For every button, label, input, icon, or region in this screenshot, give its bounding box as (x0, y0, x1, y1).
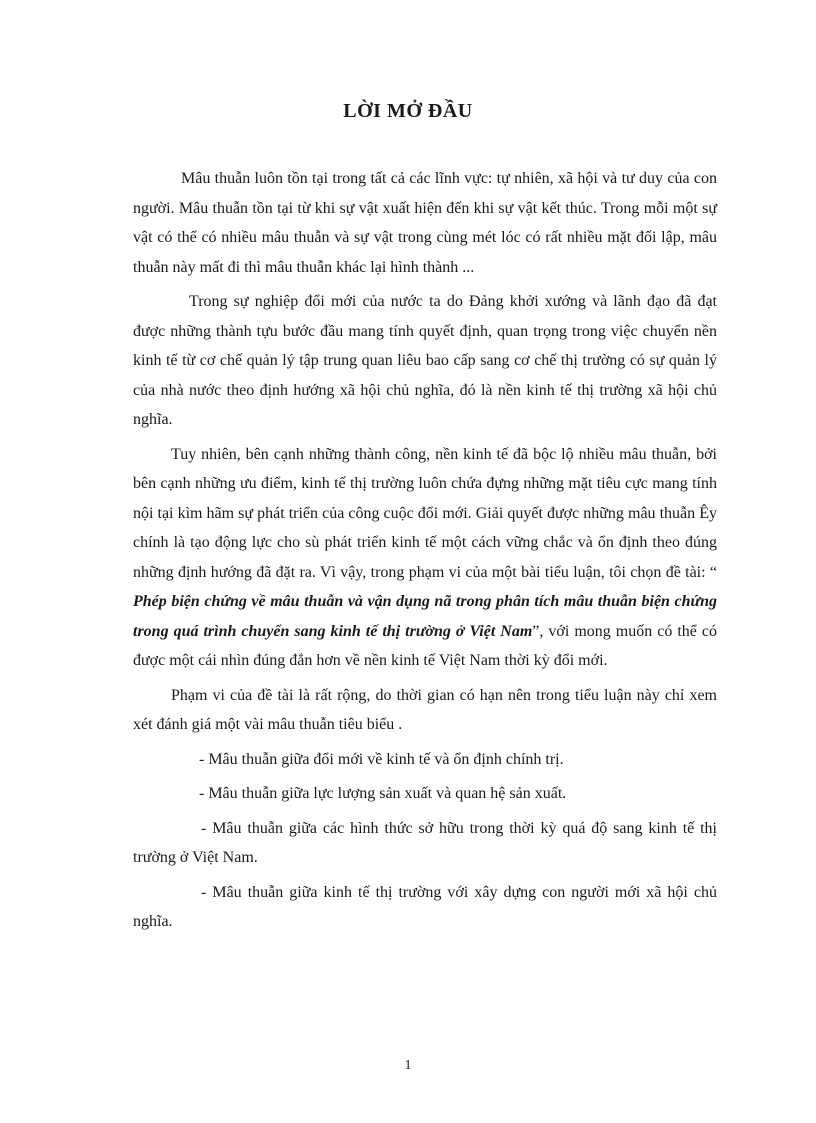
paragraph-topic (133, 440, 717, 676)
paragraph-renovation: Trong sự nghiệp đổi mới của nước ta do Đảng khởi xướng và lãnh đạo đã đạt được những thành tựu bước đầu mang tính quyết định, quan trọng trong việc chuyển nền kinh tế từ cơ chế quản lý tập trung quan liêu bao cấp sang cơ chế thị trường có sự quản lý của nhà nước theo định hướng xã hội chủ nghĩa, đó là nền kinh tế thị trường xã hội chủ nghĩa. (133, 293, 717, 428)
list-item: - Mâu thuẫn giữa lực lượng sản xuất và quan hệ sản xuất. (199, 785, 567, 802)
document-body (133, 164, 717, 942)
page-number: 1 (404, 1058, 412, 1073)
paragraph-intro: Mâu thuẫn luôn tồn tại trong tất cả các lĩnh vực: tự nhiên, xã hội và tư duy của con người. Mâu thuẫn tồn tại từ khi sự vật xuất hiện đến khi sự vật kết thúc. Trong mỗi một sự vật có thể có nhiều mâu thuẫn và sự vật trong cùng mét lóc có rất nhiều mặt đối lập, mâu thuẫn này mất đi thì mâu thuẫn khác lại hình thành ... (133, 170, 717, 276)
list-item: - Mâu thuẫn giữa đổi mới về kinh tế và ổn định chính trị. (199, 750, 564, 768)
paragraph-scope: Phạm vi của đề tài là rất rộng, do thời gian có hạn nên trong tiểu luận này chỉ xem xét đánh giá một vài mâu thuẫn tiêu biểu . (133, 686, 717, 733)
list-item: - Mâu thuẫn giữa các hình thức sở hữu trong thời kỳ quá độ sang kinh tế thị trường ở Việt Nam. (133, 819, 717, 866)
list-item: - Mâu thuẫn giữa kinh tế thị trường với xây dựng con người mới xã hội chủ nghĩa. (133, 883, 717, 930)
page-title: LỜI MỞ ĐẦU (343, 100, 473, 122)
paragraph-topic-tail: ”, với mong muốn có thể có được một cái nhìn đúng đắn hơn về nền kinh tế Việt Nam thời kỳ đổi mới. (133, 622, 717, 669)
paragraph-topic-lead: Tuy nhiên, bên cạnh những thành công, nền kinh tế đã bộc lộ nhiều mâu thuẫn, bởi bên cạnh những ưu điểm, kinh tế thị trường luôn chứa đựng những mặt tiêu cực mang tính nội tại kìm hãm sự phát triển của công cuộc đổi mới. Giải quyết được những mâu thuẫn Êy chính là tạo động lực cho sù phát triển kinh tế một cách vững chắc và ổn định theo đúng những định hướng đã đặt ra. Vì vậy, trong phạm vi của một bài tiểu luận, tôi chọn đề tài: “ (133, 445, 717, 581)
topic-title: Phép biện chứng về mâu thuẫn và vận dụng nã trong phân tích mâu thuẫn biện chứng trong quá trình chuyển sang kinh tế thị trường ở Việt Nam (133, 593, 717, 640)
